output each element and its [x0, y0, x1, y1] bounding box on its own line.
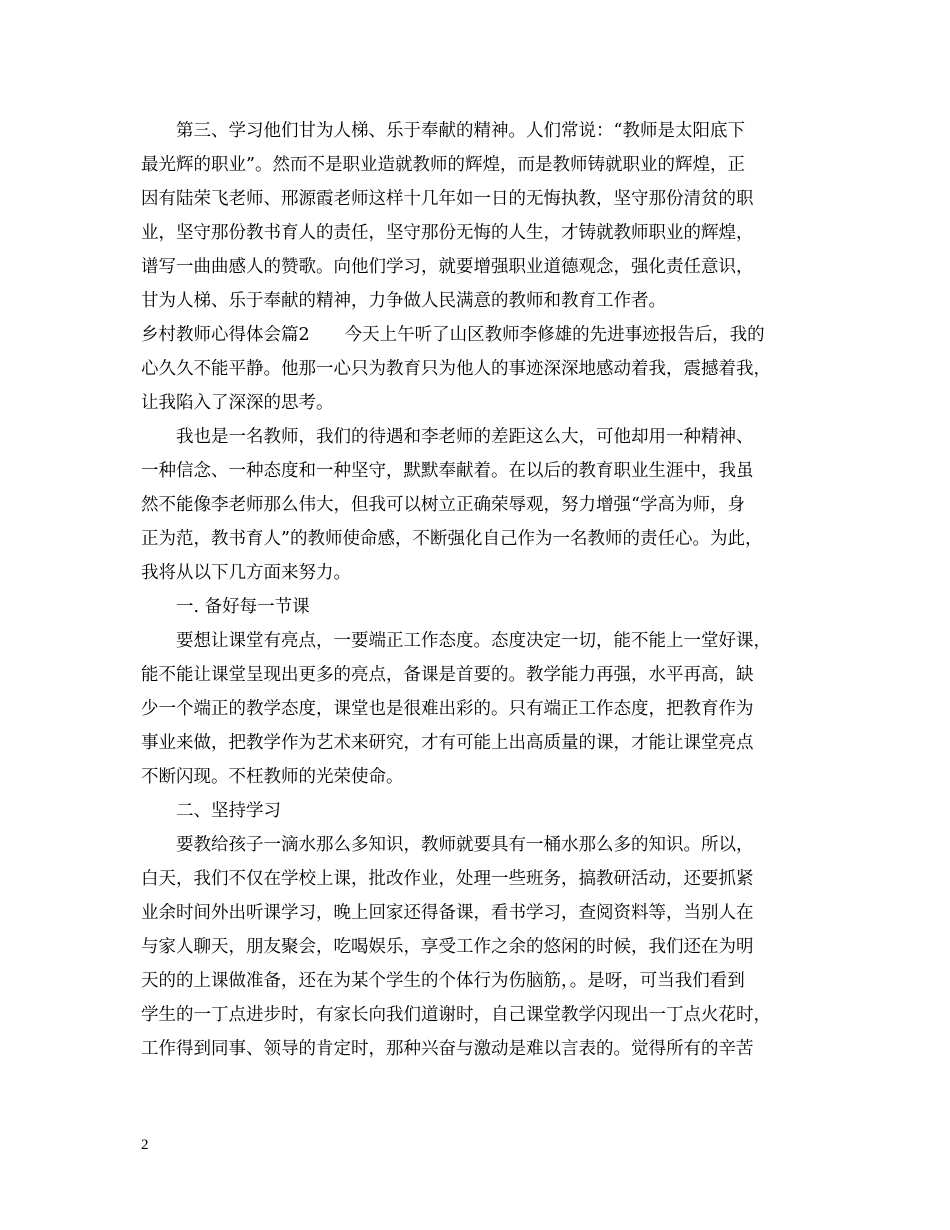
text-line: 白天，我们不仅在学校上课，批改作业，处理一些班务，搞教研活动，还要抓紧: [141, 869, 754, 889]
text-line: 我也是一名教师，我们的待遇和李老师的差距这么大，可他却用一种精神、: [141, 427, 754, 447]
text-line: 学生的一丁点进步时，有家长向我们道谢时，自己课堂教学闪现出一丁点火花时，: [141, 1005, 771, 1025]
text-line: 业，坚守那份教书育人的责任，坚守那份无悔的人生，才铸就教师职业的辉煌，: [141, 223, 754, 243]
text-line: 正为范，教书育人”的教师使命感，不断强化自己作为一名教师的责任心。为此，: [141, 529, 763, 549]
text-line: 天的的上课做准备，还在为某个学生的个体行为伤脑筋，。是呀，可当我们看到: [141, 971, 745, 991]
text-line: 工作得到同事、领导的肯定时，那种兴奋与激动是难以言表的。觉得所有的辛苦: [141, 1039, 754, 1059]
text-line: 第三、学习他们甘为人梯、乐于奉献的精神。人们常说：“教师是太阳底下: [141, 121, 745, 141]
text-line: 然不能像李老师那么伟大，但我可以树立正确荣辱观，努力增强“学高为师，身: [141, 495, 745, 515]
text-line: 能不能让课堂呈现出更多的亮点，备课是首要的。教学能力再强，水平再高，缺: [141, 665, 754, 685]
text-line: 要教给孩子一滴水那么多知识，教师就要具有一桶水那么多的知识。所以，: [141, 835, 754, 855]
text-line: 心久久不能平静。他那一心只为教育只为他人的事迹深深地感动着我，震撼着我，: [141, 359, 771, 379]
text-line: 因有陆荣飞老师、邢源霞老师这样十几年如一日的无悔执教，坚守那份清贫的职: [141, 189, 754, 209]
text-line: 甘为人梯、乐于奉献的精神，力争做人民满意的教师和教育工作者。: [141, 291, 666, 311]
text-line: 要想让课堂有亮点，一要端正工作态度。态度决定一切，能不能上一堂好课，: [141, 631, 771, 651]
text-line: 事业来做，把教学作为艺术来研究，才有可能上出高质量的课，才能让课堂亮点: [141, 733, 754, 753]
text-line: 业余时间外出听课学习，晚上回家还得备课，看书学习，查阅资料等，当别人在: [141, 903, 754, 923]
text-line: 我将从以下几方面来努力。: [141, 563, 351, 583]
text-line: 让我陷入了深深的思考。: [141, 393, 334, 413]
text-line: 少一个端正的教学态度，课堂也是很难出彩的。只有端正工作态度，把教育作为: [141, 699, 754, 719]
text-line: 与家人聊天，朋友聚会，吃喝娱乐，享受工作之余的悠闲的时候，我们还在为明: [141, 937, 754, 957]
page-number: 2: [141, 1137, 149, 1153]
text-line: 一种信念、一种态度和一种坚守，默默奉献着。在以后的教育职业生涯中，我虽: [141, 461, 754, 481]
section-heading-line: 乡村教师心得体会篇2 今天上午听了山区教师李修雄的先进事迹报告后，我的: [141, 325, 765, 345]
text-line: 谱写一曲曲感人的赞歌。向他们学习，就要增强职业道德观念，强化责任意识，: [141, 257, 754, 277]
subheading-line: 一. 备好每一节课: [141, 597, 310, 617]
text-line: 不断闪现。不枉教师的光荣使命。: [141, 767, 404, 787]
subheading-line: 二、坚持学习: [141, 801, 281, 821]
text-line: 最光辉的职业”。然而不是职业造就教师的辉煌，而是教师铸就职业的辉煌，正: [141, 155, 745, 175]
